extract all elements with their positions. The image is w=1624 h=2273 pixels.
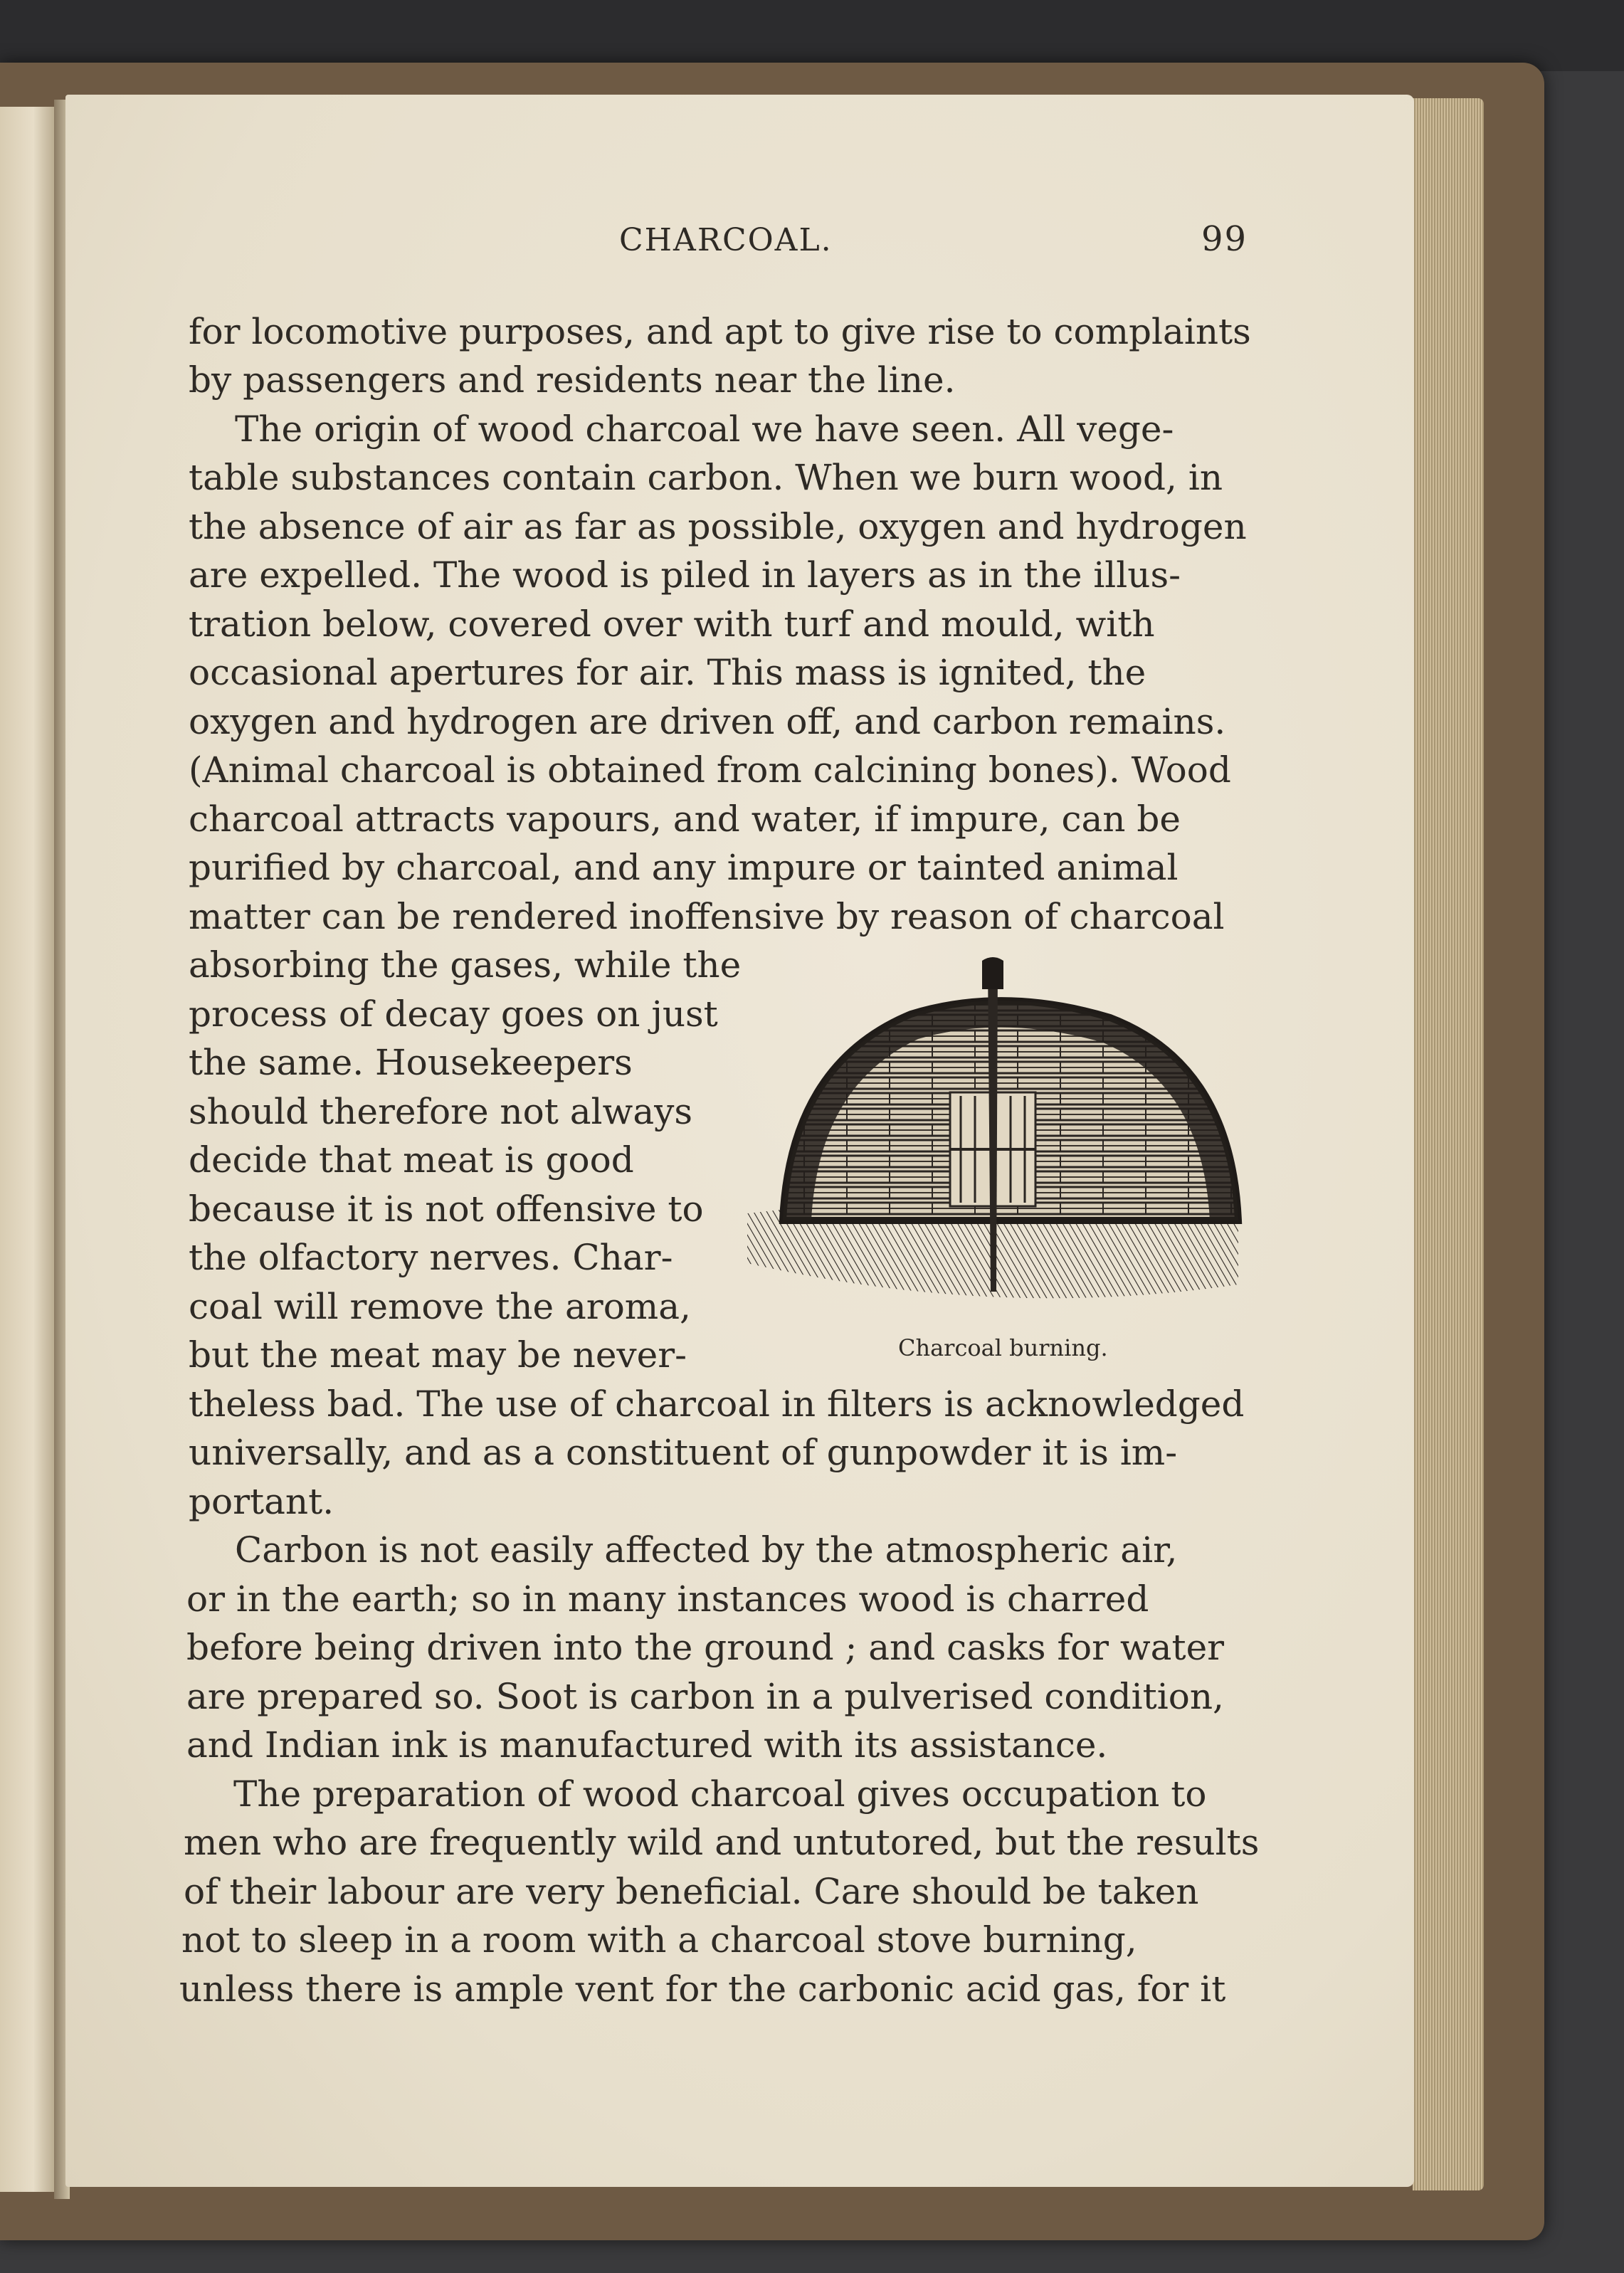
text-line: unless there is ample vent for the carbonic acid gas, for it — [179, 1968, 1226, 2010]
text-line: but the meat may be never- — [189, 1334, 687, 1376]
text-line: of their labour are very beneficial. Care should be taken — [184, 1871, 1199, 1912]
text-line: process of decay goes on just — [189, 993, 718, 1035]
text-line: and Indian ink is manufactured with its assistance. — [186, 1724, 1108, 1766]
text-line: The preparation of wood charcoal gives occupation to — [233, 1773, 1207, 1815]
text-line: theless bad. The use of charcoal in filters is acknowledged — [189, 1383, 1245, 1425]
background-strip — [0, 0, 1624, 71]
charcoal-kiln-illustration — [740, 950, 1253, 1334]
text-line: The origin of wood charcoal we have seen. All vege- — [235, 408, 1174, 450]
text-line: tration below, covered over with turf and mould, with — [189, 603, 1155, 645]
text-line: (Animal charcoal is obtained from calcining bones). Wood — [189, 749, 1231, 791]
running-head: CHARCOAL. — [619, 222, 833, 258]
text-line: matter can be rendered inoffensive by reason of charcoal — [189, 896, 1225, 937]
text-line: before being driven into the ground ; and casks for water — [186, 1627, 1225, 1668]
text-line: table substances contain carbon. When we burn wood, in — [189, 457, 1223, 498]
text-line: coal will remove the aroma, — [189, 1286, 691, 1327]
page-number: 99 — [1201, 219, 1248, 259]
text-line: or in the earth; so in many instances wood is charred — [186, 1578, 1149, 1620]
text-line: absorbing the gases, while the — [189, 944, 742, 986]
text-line: occasional apertures for air. This mass is ignited, the — [189, 652, 1146, 693]
text-line: by passengers and residents near the line. — [189, 359, 956, 401]
text-line: men who are frequently wild and untutored, but the results — [184, 1822, 1260, 1863]
figure-caption: Charcoal burning. — [898, 1334, 1108, 1361]
text-line: purified by charcoal, and any impure or tainted animal — [189, 847, 1179, 888]
text-line: Carbon is not easily affected by the atmospheric air, — [235, 1529, 1178, 1571]
text-line: because it is not offensive to — [189, 1188, 704, 1230]
text-line: portant. — [189, 1481, 334, 1522]
text-line: for locomotive purposes, and apt to give rise to complaints — [189, 311, 1251, 352]
text-line: are prepared so. Soot is carbon in a pulverised condition, — [186, 1676, 1224, 1717]
text-line: decide that meat is good — [189, 1139, 634, 1181]
text-line: oxygen and hydrogen are driven off, and carbon remains. — [189, 701, 1226, 742]
facing-page — [0, 107, 56, 2192]
text-line: universally, and as a constituent of gunpowder it is im- — [189, 1432, 1178, 1473]
text-line: the absence of air as far as possible, oxygen and hydrogen — [189, 506, 1247, 547]
text-line: the olfactory nerves. Char- — [189, 1237, 673, 1278]
page-edges — [1413, 98, 1484, 2190]
text-line: not to sleep in a room with a charcoal stove burning, — [181, 1919, 1137, 1961]
text-line: should therefore not always — [189, 1091, 693, 1132]
text-line: the same. Housekeepers — [189, 1042, 633, 1083]
text-line: are expelled. The wood is piled in layers as in the illus- — [189, 554, 1181, 596]
text-line: charcoal attracts vapours, and water, if impure, can be — [189, 798, 1181, 840]
